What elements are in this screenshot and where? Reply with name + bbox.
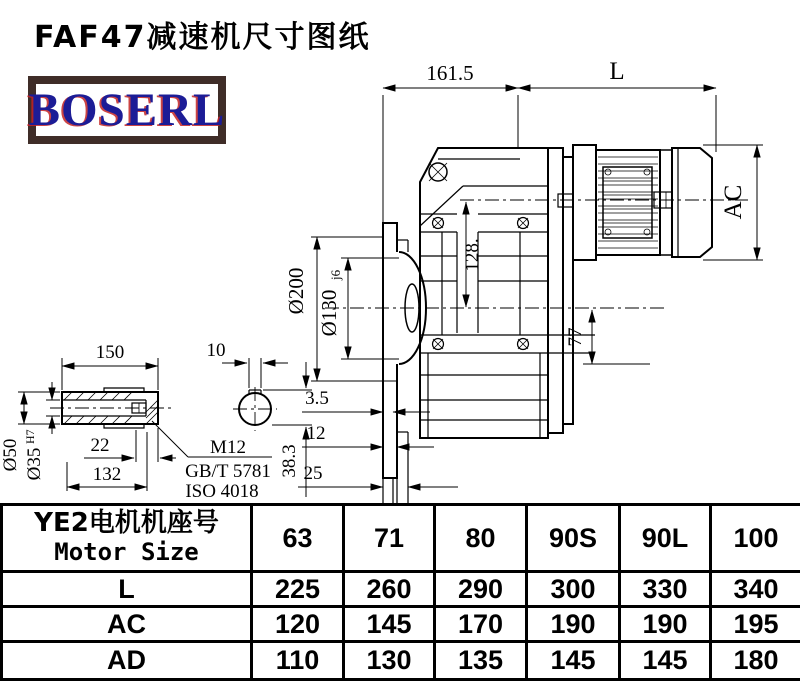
shaft-section-circle <box>233 387 277 431</box>
table-cell: 340 <box>711 572 800 607</box>
dim-spigot: Ø130 <box>317 289 341 337</box>
table-row <box>2 607 800 642</box>
housing-bolts <box>433 218 529 350</box>
dim-shaft-od: Ø50 <box>0 438 21 472</box>
dim-thread-depth: 22 <box>90 435 110 456</box>
motor-size-table <box>0 503 800 681</box>
row-label: AC <box>2 607 252 642</box>
dim-flange-od: Ø200 <box>284 267 308 315</box>
col-header: 63 <box>252 505 344 572</box>
table-row <box>2 572 800 607</box>
page-title: FAF47减速机尺寸图纸 <box>34 20 371 55</box>
mount-hole-crosshair <box>429 163 447 181</box>
table-cell: 180 <box>711 642 800 680</box>
table-cell: 145 <box>527 642 620 680</box>
table-cell: 130 <box>344 642 435 680</box>
table-cell: 120 <box>252 607 344 642</box>
row-label: L <box>2 572 252 607</box>
table-cell: 225 <box>252 572 344 607</box>
table-cell: 170 <box>435 607 527 642</box>
dim-plate-t3: 25 <box>303 463 323 484</box>
dimensions-main <box>284 58 763 487</box>
table-cell: 145 <box>620 642 711 680</box>
dim-bore-length: 132 <box>92 464 122 485</box>
dim-spigot-fit: j6 <box>328 269 343 280</box>
table-row <box>2 642 800 680</box>
dim-axis-height: 128. <box>462 238 483 272</box>
gearbox-housing <box>420 148 595 438</box>
motor <box>573 145 712 260</box>
table-cell: 330 <box>620 572 711 607</box>
table-cell: 135 <box>435 642 527 680</box>
dim-bore: Ø35 <box>24 447 45 481</box>
table-cell: 300 <box>527 572 620 607</box>
dim-key-height: 38.3 <box>279 444 300 478</box>
table-cell: 110 <box>252 642 344 680</box>
thread-standard-iso: ISO 4018 <box>185 481 259 502</box>
col-header: 100 <box>711 505 800 572</box>
table-cell: 195 <box>711 607 800 642</box>
dim-plate-t1: 3.5 <box>305 388 329 409</box>
centerlines <box>325 200 748 308</box>
table-cell: 260 <box>344 572 435 607</box>
motor-adapter <box>548 148 573 433</box>
table-header-motor-size <box>2 505 252 572</box>
dim-bore-fit: H7 <box>23 429 37 444</box>
thread-standard-gb: GB/T 5781 <box>185 461 271 482</box>
brand-logo-text: BOSERL <box>28 83 226 136</box>
col-header: 80 <box>435 505 527 572</box>
dim-motor-length: L <box>609 58 625 85</box>
table-cell: 190 <box>527 607 620 642</box>
thread-callout: M12 <box>210 437 246 458</box>
dim-foot-height: 77 <box>565 327 586 347</box>
dim-gearbox-length: 161.5 <box>426 61 474 85</box>
dim-motor-diameter: AC <box>720 184 747 220</box>
col-header: 90L <box>620 505 711 572</box>
dim-shaft-length: 150 <box>95 342 125 363</box>
table-header-en: Motor Size <box>54 538 199 567</box>
shaft-detail <box>50 388 175 428</box>
dim-plate-t2: 12 <box>306 423 326 444</box>
table-header-cn: YE2电机机座号 <box>34 508 219 539</box>
table-cell: 190 <box>620 607 711 642</box>
col-header: 90S <box>527 505 620 572</box>
dim-key-width: 10 <box>206 340 226 361</box>
table-cell: 290 <box>435 572 527 607</box>
col-header: 71 <box>344 505 435 572</box>
table-cell: 145 <box>344 607 435 642</box>
row-label: AD <box>2 642 252 680</box>
